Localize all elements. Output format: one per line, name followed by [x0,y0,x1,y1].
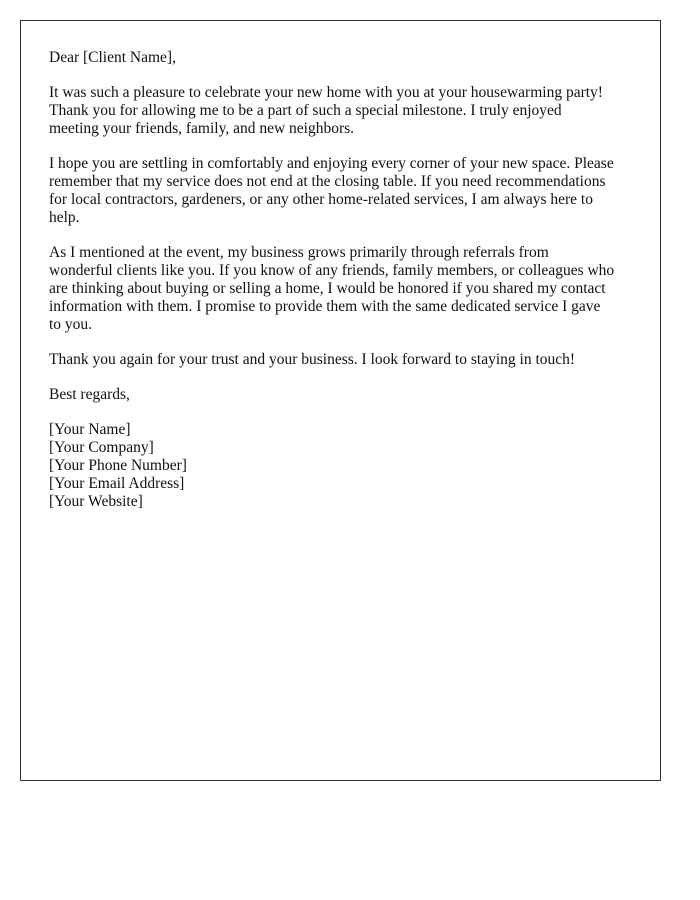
body-paragraph [49,351,632,369]
body-paragraph [49,155,632,227]
signature-line: [Your Company] [49,439,154,456]
signature-line: [Your Website] [49,493,143,510]
paragraph-line: to you. [49,316,93,333]
paragraph-line: information with them. I promise to provide them with the same dedicated service I gave [49,298,601,315]
paragraph-line: I hope you are settling in comfortably and enjoying every corner of your new space. Please [49,155,614,172]
signature-line: [Your Phone Number] [49,457,187,474]
body-paragraph [49,244,632,334]
paragraph-line: for local contractors, gardeners, or any other home-related services, I am always here to [49,191,593,208]
paragraph-line: It was such a pleasure to celebrate your new home with you at your housewarming party! [49,84,603,101]
paragraph-line: are thinking about buying or selling a home, I would be honored if you shared my contact [49,280,606,297]
paragraph-line: wonderful clients like you. If you know of any friends, family members, or colleagues who [49,262,615,279]
signature-block [49,421,632,511]
paragraph-line: As I mentioned at the event, my business grows primarily through referrals from [49,244,549,261]
signature-line: [Your Email Address] [49,475,185,492]
body-paragraph [49,84,632,138]
closing: Best regards, [49,386,130,403]
paragraph-line: meeting your friends, family, and new neighbors. [49,120,355,137]
paragraph-line: Thank you again for your trust and your business. I look forward to staying in touch! [49,351,576,368]
paragraph-line: remember that my service does not end at the closing table. If you need recommendations [49,173,606,190]
letter-page [20,20,661,781]
salutation: Dear [Client Name], [49,49,176,66]
paragraph-line: Thank you for allowing me to be a part of such a special milestone. I truly enjoyed [49,102,562,119]
paragraph-line: help. [49,209,80,226]
signature-line: [Your Name] [49,421,131,438]
